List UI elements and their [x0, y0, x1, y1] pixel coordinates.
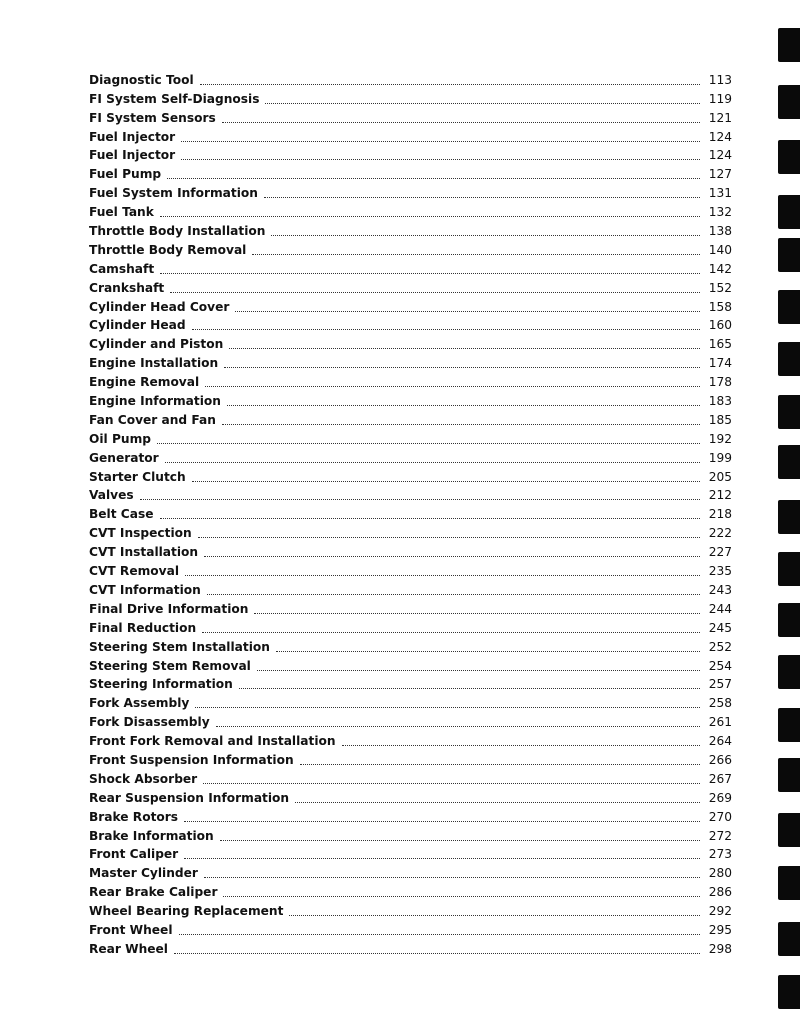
dot-leader — [181, 158, 700, 160]
toc-entry-page: 138 — [708, 224, 732, 239]
toc-entry[interactable] — [89, 89, 732, 108]
toc-entry[interactable] — [89, 561, 732, 580]
toc-entry-page: 222 — [708, 526, 732, 541]
dot-leader — [184, 820, 700, 822]
toc-entry-page: 131 — [708, 186, 732, 201]
toc-entry-page: 158 — [708, 299, 732, 314]
thumb-tab — [778, 758, 800, 792]
dot-leader — [160, 517, 701, 519]
toc-entry-title: Wheel Bearing Replacement — [89, 904, 284, 919]
toc-entry-page: 160 — [708, 318, 732, 333]
thumb-tab — [778, 290, 800, 324]
toc-entry-page: 298 — [708, 941, 732, 956]
toc-entry-title: Front Wheel — [89, 922, 173, 937]
toc-entry-title: Valves — [89, 488, 134, 503]
toc-entry-page: 185 — [708, 412, 732, 427]
toc-entry-page: 152 — [708, 280, 732, 295]
dot-leader — [300, 763, 700, 765]
toc-entry-title: Camshaft — [89, 261, 155, 276]
toc-entry-title: Generator — [89, 450, 159, 465]
thumb-tab — [778, 445, 800, 479]
dot-leader — [207, 593, 700, 595]
dot-leader — [276, 650, 700, 652]
toc-entry[interactable] — [89, 259, 732, 278]
thumb-tab — [778, 655, 800, 689]
toc-entry-page: 235 — [708, 564, 732, 579]
toc-entry-title: Fuel Tank — [89, 205, 154, 220]
toc-entry[interactable] — [89, 882, 732, 901]
dot-leader — [195, 706, 700, 708]
thumb-tab — [778, 922, 800, 956]
toc-entry[interactable] — [89, 146, 732, 165]
toc-entry-title: Engine Installation — [89, 356, 219, 371]
dot-leader — [216, 725, 700, 727]
section-thumb-tabs — [774, 0, 800, 1035]
toc-entry[interactable] — [89, 750, 732, 769]
toc-entry-page: 269 — [708, 790, 732, 805]
thumb-tab — [778, 195, 800, 229]
toc-entry-title: Front Caliper — [89, 847, 179, 862]
toc-entry-title: Final Drive Information — [89, 601, 249, 616]
toc-entry-title: CVT Inspection — [89, 526, 192, 541]
toc-entry-title: CVT Information — [89, 582, 201, 597]
dot-leader — [257, 669, 700, 671]
dot-leader — [192, 480, 700, 482]
thumb-tab — [778, 395, 800, 429]
dot-leader — [220, 839, 700, 841]
toc-entry-title: CVT Installation — [89, 545, 199, 560]
toc-entry-title: Cylinder Head — [89, 318, 186, 333]
toc-entry-title: Rear Brake Caliper — [89, 885, 218, 900]
toc-entry-title: Front Suspension Information — [89, 752, 294, 767]
toc-entry-page: 258 — [708, 696, 732, 711]
toc-entry[interactable] — [89, 202, 732, 221]
thumb-tab — [778, 140, 800, 174]
toc-entry-page: 264 — [708, 734, 732, 749]
dot-leader — [254, 612, 700, 614]
thumb-tab — [778, 500, 800, 534]
dot-leader — [167, 177, 700, 179]
dot-leader — [140, 498, 700, 500]
toc-entry[interactable] — [89, 372, 732, 391]
thumb-tab — [778, 866, 800, 900]
toc-entry[interactable] — [89, 183, 732, 202]
toc-entry-title: FI System Sensors — [89, 110, 216, 125]
toc-entry[interactable] — [89, 448, 732, 467]
thumb-tab — [778, 603, 800, 637]
toc-entry-title: FI System Self-Diagnosis — [89, 91, 260, 106]
toc-entry[interactable] — [89, 278, 732, 297]
toc-entry-page: 199 — [708, 450, 732, 465]
toc-entry-page: 270 — [708, 809, 732, 824]
toc-entry[interactable] — [89, 675, 732, 694]
thumb-tab — [778, 552, 800, 586]
toc-entry[interactable] — [89, 731, 732, 750]
toc-entry-title: Throttle Body Removal — [89, 242, 247, 257]
dot-leader — [174, 952, 700, 954]
toc-entry-page: 266 — [708, 752, 732, 767]
dot-leader — [184, 857, 700, 859]
toc-entry-title: Belt Case — [89, 507, 154, 522]
toc-entry[interactable] — [89, 712, 732, 731]
dot-leader — [202, 631, 700, 633]
toc-entry-page: 205 — [708, 469, 732, 484]
toc-entry[interactable] — [89, 637, 732, 656]
toc-entry-page: 192 — [708, 431, 732, 446]
toc-entry-page: 272 — [708, 828, 732, 843]
toc-entry[interactable] — [89, 523, 732, 542]
toc-entry[interactable] — [89, 845, 732, 864]
dot-leader — [222, 121, 700, 123]
toc-entry-page: 257 — [708, 677, 732, 692]
toc-entry[interactable] — [89, 410, 732, 429]
toc-entry-title: Fuel System Information — [89, 186, 258, 201]
dot-leader — [157, 442, 700, 444]
toc-entry-title: Oil Pump — [89, 431, 151, 446]
toc-entry-page: 267 — [708, 771, 732, 786]
toc-entry[interactable] — [89, 486, 732, 505]
toc-entry[interactable] — [89, 504, 732, 523]
toc-entry-title: Rear Wheel — [89, 941, 168, 956]
toc-entry[interactable] — [89, 240, 732, 259]
toc-entry[interactable] — [89, 656, 732, 675]
toc-entry-page: 127 — [708, 167, 732, 182]
dot-leader — [181, 140, 700, 142]
table-of-contents — [89, 70, 732, 958]
toc-entry[interactable] — [89, 939, 732, 958]
toc-entry-page: 124 — [708, 148, 732, 163]
toc-entry-title: Fuel Injector — [89, 129, 176, 144]
toc-entry[interactable] — [89, 353, 732, 372]
dot-leader — [203, 782, 700, 784]
toc-entry[interactable] — [89, 769, 732, 788]
toc-entry-title: Master Cylinder — [89, 866, 198, 881]
toc-entry-page: 227 — [708, 545, 732, 560]
dot-leader — [227, 404, 700, 406]
dot-leader — [229, 347, 700, 349]
dot-leader — [252, 253, 700, 255]
toc-entry-title: CVT Removal — [89, 564, 180, 579]
toc-entry[interactable] — [89, 108, 732, 127]
toc-entry[interactable] — [89, 221, 732, 240]
thumb-tab — [778, 28, 800, 62]
toc-entry-page: 243 — [708, 582, 732, 597]
toc-entry-page: 212 — [708, 488, 732, 503]
toc-entry-title: Fork Assembly — [89, 696, 190, 711]
toc-entry[interactable] — [89, 618, 732, 637]
toc-entry-page: 174 — [708, 356, 732, 371]
toc-entry-page: 132 — [708, 205, 732, 220]
toc-entry[interactable] — [89, 429, 732, 448]
toc-entry-title: Throttle Body Installation — [89, 224, 266, 239]
toc-entry-page: 292 — [708, 904, 732, 919]
dot-leader — [160, 215, 700, 217]
toc-entry[interactable] — [89, 542, 732, 561]
toc-entry[interactable] — [89, 599, 732, 618]
dot-leader — [342, 744, 700, 746]
toc-entry-page: 295 — [708, 922, 732, 937]
toc-entry-title: Starter Clutch — [89, 469, 186, 484]
toc-entry-title: Engine Removal — [89, 375, 200, 390]
toc-entry-title: Final Reduction — [89, 620, 197, 635]
thumb-tab — [778, 342, 800, 376]
toc-entry-page: 140 — [708, 242, 732, 257]
toc-entry-page: 273 — [708, 847, 732, 862]
toc-entry-title: Diagnostic Tool — [89, 72, 194, 87]
toc-entry-title: Cylinder and Piston — [89, 337, 224, 352]
toc-entry-page: 245 — [708, 620, 732, 635]
dot-leader — [160, 272, 700, 274]
toc-entry[interactable] — [89, 334, 732, 353]
toc-entry-title: Shock Absorber — [89, 771, 198, 786]
toc-entry-page: 178 — [708, 375, 732, 390]
dot-leader — [179, 933, 700, 935]
toc-entry[interactable] — [89, 901, 732, 920]
toc-entry-page: 165 — [708, 337, 732, 352]
dot-leader — [265, 102, 700, 104]
toc-entry-page: 119 — [708, 91, 732, 106]
toc-entry-title: Brake Information — [89, 828, 214, 843]
toc-entry-title: Brake Rotors — [89, 809, 179, 824]
toc-entry-title: Fuel Injector — [89, 148, 176, 163]
dot-leader — [222, 423, 700, 425]
toc-entry[interactable] — [89, 467, 732, 486]
dot-leader — [289, 914, 700, 916]
thumb-tab — [778, 813, 800, 847]
toc-entry-page: 244 — [708, 601, 732, 616]
toc-entry[interactable] — [89, 826, 732, 845]
toc-entry[interactable] — [89, 807, 732, 826]
toc-entry-page: 286 — [708, 885, 732, 900]
thumb-tab — [778, 85, 800, 119]
thumb-tab — [778, 975, 800, 1009]
dot-leader — [223, 895, 700, 897]
dot-leader — [204, 876, 700, 878]
toc-entry[interactable] — [89, 391, 732, 410]
dot-leader — [200, 83, 700, 85]
toc-entry-title: Steering Stem Removal — [89, 658, 251, 673]
toc-entry-title: Crankshaft — [89, 280, 165, 295]
toc-entry[interactable] — [89, 920, 732, 939]
dot-leader — [271, 234, 700, 236]
dot-leader — [235, 310, 700, 312]
dot-leader — [198, 536, 700, 538]
thumb-tab — [778, 238, 800, 272]
toc-entry[interactable] — [89, 693, 732, 712]
toc-entry-page: 254 — [708, 658, 732, 673]
toc-entry-title: Rear Suspension Information — [89, 790, 290, 805]
toc-entry-title: Front Fork Removal and Installation — [89, 734, 336, 749]
toc-entry[interactable] — [89, 164, 732, 183]
toc-entry-title: Fan Cover and Fan — [89, 412, 216, 427]
toc-entry[interactable] — [89, 127, 732, 146]
toc-entry[interactable] — [89, 863, 732, 882]
toc-entry[interactable] — [89, 70, 732, 89]
thumb-tab — [778, 708, 800, 742]
toc-entry-page: 261 — [708, 715, 732, 730]
toc-entry[interactable] — [89, 788, 732, 807]
toc-entry-page: 142 — [708, 261, 732, 276]
toc-entry-title: Steering Information — [89, 677, 233, 692]
toc-entry-page: 280 — [708, 866, 732, 881]
toc-entry-page: 218 — [708, 507, 732, 522]
dot-leader — [192, 328, 700, 330]
dot-leader — [165, 461, 700, 463]
dot-leader — [170, 291, 700, 293]
toc-entry[interactable] — [89, 297, 732, 316]
toc-entry-title: Fork Disassembly — [89, 715, 210, 730]
dot-leader — [224, 366, 700, 368]
toc-entry-title: Engine Information — [89, 394, 221, 409]
toc-entry[interactable] — [89, 316, 732, 335]
dot-leader — [185, 574, 700, 576]
dot-leader — [239, 687, 700, 689]
toc-entry-title: Steering Stem Installation — [89, 639, 270, 654]
toc-entry-page: 124 — [708, 129, 732, 144]
toc-entry-page: 121 — [708, 110, 732, 125]
dot-leader — [205, 385, 700, 387]
dot-leader — [295, 801, 700, 803]
toc-entry-title: Cylinder Head Cover — [89, 299, 230, 314]
toc-entry-page: 183 — [708, 394, 732, 409]
toc-entry-page: 113 — [708, 72, 732, 87]
dot-leader — [204, 555, 700, 557]
toc-entry[interactable] — [89, 580, 732, 599]
dot-leader — [264, 196, 700, 198]
toc-entry-page: 252 — [708, 639, 732, 654]
toc-entry-title: Fuel Pump — [89, 167, 162, 182]
